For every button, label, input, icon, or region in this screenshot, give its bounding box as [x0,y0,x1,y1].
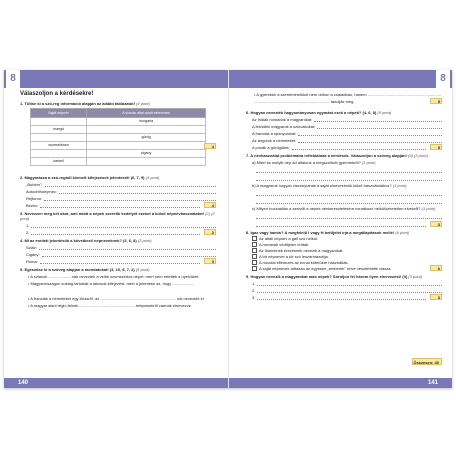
answer-label: 1. [252,281,256,286]
answer-line[interactable] [256,198,442,204]
score-box: 3 [430,221,442,227]
score-box: 2 [204,229,216,235]
book-spread [4,70,452,388]
answer-line[interactable] [256,221,426,227]
true-false-item: A mozdai ellenezés az ennai kötetükre használták. [252,260,442,265]
answer-line[interactable] [256,175,442,181]
answer-label: Roma: [26,259,38,264]
answer-line[interactable] [252,295,426,300]
true-false-item: A romának védőjelen leírtak. [252,242,442,247]
task-points: (6 pont) [395,230,410,235]
checkbox[interactable] [252,248,257,253]
answer-line[interactable] [26,203,200,208]
total-score [412,358,442,365]
task-title: 8. Igaz vagy hamis? A megfelelő I vagy H betűjelet írja a megállapítások mellé! [246,230,395,235]
task-points: (3 pont) [137,238,152,243]
gutter [228,70,229,388]
answer-label: A felvidéki magyarok a szlovákokat: [252,124,316,129]
checkbox[interactable] [252,260,257,265]
task-5 [20,267,216,308]
left-top-band [4,70,228,88]
question-text: a) Miért és melyik nép ad általunk a megszólított gyermekről? (1 pont) [252,160,376,165]
nation-table [30,108,206,166]
page-heading: Válaszoljon a kérdésekre! [20,91,94,97]
answer-label: „Bohém": [26,182,43,187]
task-title: 3. Nevezzen meg két okot, ami miatt a népek szeretik kedélyét ezeket a külső népnévhasználatot! [20,211,205,216]
chapter-tab-right: 8 [436,70,450,88]
score-box: 5 [430,144,442,150]
task-points: (9) (3 pont) [408,153,428,158]
answer-line[interactable] [26,196,216,201]
true-false-item: A tót népnevet a tót szó leszármazottja. [252,254,442,259]
score-box: 4 [204,202,216,208]
checkbox[interactable] [252,266,257,271]
task-points: (4 pont) [145,175,160,180]
table-row [31,126,206,134]
table-header: Saját népnév [31,109,87,118]
table-cell[interactable] [87,142,206,150]
answer-label: A franciák a spanyolokat: [252,131,297,136]
answer-line[interactable] [252,281,442,286]
task-6 [246,110,442,150]
true-false-item: A saját népnevek adtasan az egyesen „emberek" értve vesztethetik viasza. [252,266,426,271]
task-4 [20,238,216,264]
answer-line[interactable] [26,189,216,194]
answer-line[interactable] [252,117,442,122]
task-title: 4. Mi az eredeti jelentésük a következő népneveknek? (3, 6, 8) [20,238,137,243]
score-box: 3 [430,294,442,300]
question-text: b) A magyarok hogyan viszonyulnak a saját elnevezésük külső használatához? (1 pont) [252,183,407,188]
answer-line[interactable] [256,213,442,219]
task-points: (3 pont) [408,274,423,279]
true-false-item: Az őseinknek érezésnek nevezik a magyarokat. [252,248,442,253]
score-box: 3 [204,258,216,264]
task-title: 7. A névhasználat problémáira reflektálnak a kérdések. Válaszoljon a szöveg alapján! [246,153,407,158]
sentence-text: A magyar alsói régió felnek .................................................. telepesekről vannak elnevezve. [30,303,192,308]
task-title: 2. Magyarázza a szó-regből kiemelt kifejezések jelentését! (6, 7, 9) [20,175,145,180]
table-cell: mangó [31,126,87,134]
table-row [31,142,206,150]
table-cell[interactable] [87,126,206,134]
answer-label: Szláv: [26,245,37,250]
table-cell: kantell [31,158,87,166]
task-points: (5 pont) [377,110,392,115]
sentence-text: A szlávok .................... nak nevezték a velük szomszédos népet, mert nem értették a nyelvüket. [30,274,200,279]
answer-line[interactable] [252,288,442,293]
task-7 [246,153,442,227]
score-box: 6 [430,265,442,271]
table-cell[interactable] [31,134,87,142]
answer-line[interactable] [26,259,200,264]
table-cell[interactable] [31,150,87,158]
table-cell: görög [87,134,206,142]
task-title: 6. Hogyan nevezték hagyományosan egymást ezek a népek? (4, 6, 8) [246,110,377,115]
answer-line[interactable] [252,124,442,129]
answer-label: Az indiák nomádok a magyarokat: [252,117,313,122]
answer-label: Autochthonymec: [26,189,57,194]
table-cell: suomalainen [31,142,87,150]
answer-line[interactable] [256,190,442,196]
answer-line[interactable] [26,252,216,257]
answer-line[interactable] [256,167,442,173]
task-1 [20,101,216,166]
answer-line[interactable] [252,145,426,150]
answer-label: 3. [252,295,256,300]
sentence-tail: .................................................................... tanulják meg. [254,99,355,104]
task-points: (4 pont) [136,101,150,106]
answer-label: A posák a görögöket: [252,145,290,150]
task-5-continued [246,92,442,104]
task-8 [246,230,442,271]
right-footer-band [229,378,452,388]
table-cell: hungaria [87,118,206,126]
checkbox[interactable] [252,242,257,247]
checkbox[interactable] [252,254,257,259]
score-box: 4 [204,143,216,149]
left-footer-band [4,378,228,388]
table-row [31,118,206,126]
answer-label: Rejturon: [26,196,43,201]
answer-line[interactable] [252,138,442,143]
table-row [31,150,206,158]
fill-in-sentence[interactable]: • A franciák a németeket egy törzsről, az .................................................................... nál nevezték el. [28,296,205,301]
total-value: 40 [434,360,439,365]
checkbox[interactable] [252,236,257,241]
answer-line[interactable] [26,245,216,250]
table-header: A vizsolc által adott elnevezés [87,109,206,118]
page-number-left: 140 [18,380,29,386]
answer-label: Cigány: [26,252,40,257]
task-3 [20,211,216,235]
table-cell[interactable] [31,118,87,126]
task-title: 5. Egészítse ki a szöveg alapján a mondatokat! (3, 10, 8, 7, 2) [20,267,135,272]
answer-line[interactable] [252,131,442,136]
task-2 [20,175,216,208]
answer-label: Bezho: [26,203,39,208]
task-points: (5 pont) [135,267,150,272]
answer-label: 2. [252,288,256,293]
answer-label: 1. [26,223,30,228]
fill-in-sentence[interactable]: • A szlávok .................... nak nevezték a velük szomszédos népet, mert nem értették a nyelvüket. [28,274,200,279]
task-9 [246,274,442,300]
sentence-text: Magyarországon sokáig tartották a lakosok kifejezést, mert a jelentése az, hogy .................... [30,281,195,286]
score-box: 5 [430,98,442,104]
question-text: c) Milyen hozzáállás a szerzői a népek névkeresztelésére vonatkozó nélkülözhetetlen elvekről? (1 pont) [252,206,436,211]
table-cell: cigány [87,150,206,158]
table-cell[interactable] [87,158,206,166]
fill-in-sentence[interactable]: • A magyar alsói régió felnek .................................................. telepesekről vannak elnevezve. [28,303,192,308]
true-false-item: Az általi népnév a gall szó nélkül. [252,236,442,241]
sentence-text: A franciák a németeket egy törzsről, az .................................................................... nál nevezték el. [30,296,205,301]
page-number-right: 141 [427,380,438,386]
fill-in-sentence[interactable]: • Magyarországon sokáig tartották a lakosok kifejezést, mert a jelentése az, hogy .................... [28,281,195,286]
table-row [31,134,206,142]
right-page [246,90,442,365]
answer-line[interactable] [26,182,216,187]
chapter-tab-left: 8 [6,70,20,88]
right-top-band [229,70,452,88]
task-title: 9. Hogyan nevezik a magyarokat más népek? Soroljon fel három ilyen elnevezést! (9) [246,274,408,279]
sentence-text: A gyerekek a szerelméreikkel nem otthon a családban, hanem .................................................................. [256,92,442,97]
left-page [20,90,216,311]
task-points: (2) (2 pont) [20,211,215,221]
answer-line[interactable] [26,223,216,228]
answer-label: Az angolok a németeket: [252,138,297,143]
fill-in-sentence[interactable]: • A gyerekek a szerelméreikkel nem otthon a családban, hanem .................................................................. [254,92,442,97]
task-title: 1. Töltse ki a szó-reg információ alapján az alábbi táblázatot! [20,101,135,106]
answer-label: 2. [26,230,30,235]
total-label: Összesen: [413,360,434,365]
answer-line[interactable] [26,230,200,235]
table-row [31,158,206,166]
